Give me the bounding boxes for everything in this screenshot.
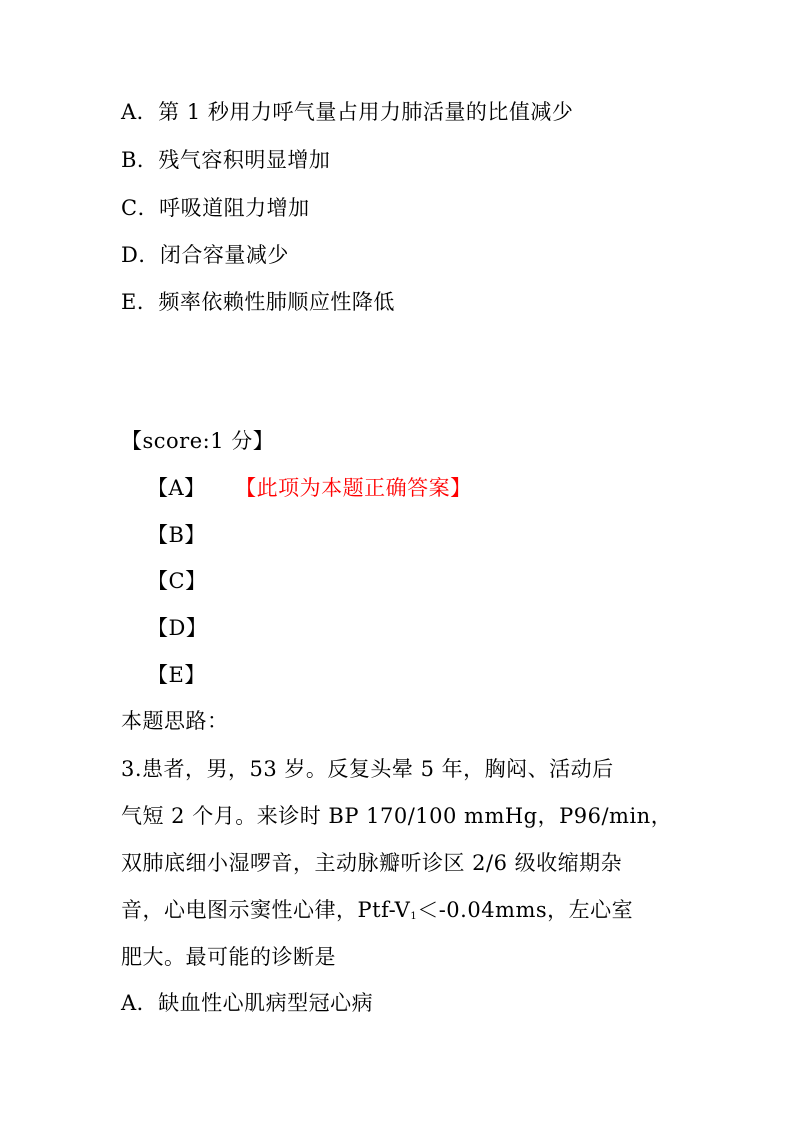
question-line-5: 肥大。最可能的诊断是 [121,945,336,969]
answer-c: 【C】 [147,569,207,593]
answer-d: 【D】 [147,616,208,640]
question-line-2: 气短 2 个月。来诊时 BP 170/100 mmHg，P96/min， [121,804,673,828]
answer-a-label: 【A】 [147,476,206,500]
answer-a [147,474,472,502]
option-c: C．呼吸道阻力增加 [121,196,310,220]
thinking-label: 本题思路： [121,709,229,733]
question-line-3: 双肺底细小湿啰音，主动脉瓣听诊区 2/6 级收缩期杂 [121,851,623,875]
score-label: 【score:1 分】 [121,429,275,453]
option-a: A．第 1 秒用力呼气量占用力肺活量的比值减少 [121,100,574,124]
question-line-4 [121,896,633,931]
question-line-1: 3.患者，男，53 岁。反复头晕 5 年，胸闷、活动后 [121,757,614,781]
correct-answer-note: 【此项为本题正确答案】 [245,476,472,500]
question-3-option-a: A．缺血性心肌病型冠心病 [121,991,374,1015]
answer-e: 【E】 [147,663,206,687]
question-line-4-after: ＜-0.04mms，左心室 [417,898,634,922]
question-line-4-before: 音，心电图示窦性心律，Ptf-V [121,898,411,922]
option-e: E．频率依赖性肺顺应性降低 [121,290,395,314]
option-b: B．残气容积明显增加 [121,148,331,172]
option-d: D．闭合容量减少 [121,243,289,267]
ptf-subscript: 1 [410,911,418,922]
answer-b: 【B】 [147,523,206,547]
